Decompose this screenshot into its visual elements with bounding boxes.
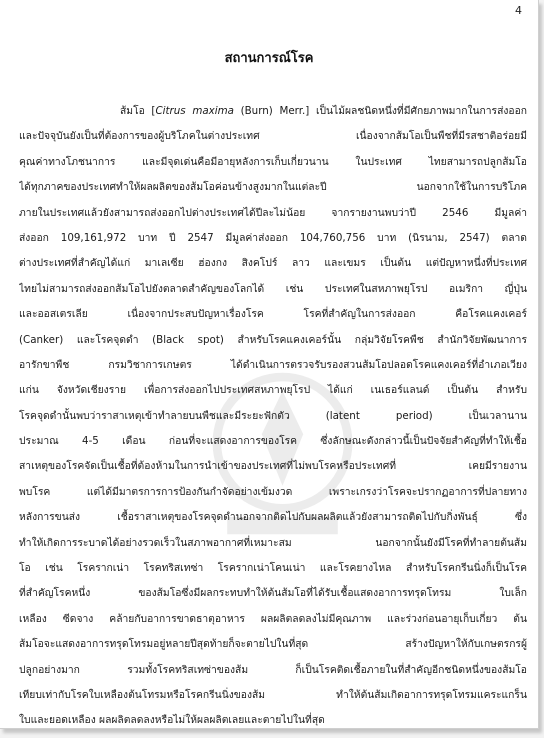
paragraph-body [19,99,527,729]
paragraph-line: ต่างประเทศที่สำคัญได้แก่ มาเลเซีย ฮ่องกง สิงคโปร์ ลาว และเขมร เป็นต้น แต่ปัญหาหนึ่งที่ประเทศ [19,257,527,270]
paragraph-line: อารักขาพืช กรมวิชาการเกษตร ได้ดำเนินการตรวจรับรองสวนส้มโอปลอดโรคแคงเคอร์ที่อำเภอเวียง [19,358,527,371]
paragraph-line: ภายในประเทศแล้วยังสามารถส่งออกไปต่างประเทศได้ปีละไม่น้อย จากรายงานพบว่าปี 2546 มีมูลค่า [19,206,527,219]
paragraph-line: ทำให้เกิดการระบาดได้อย่างรวดเร็วในสภาพอากาศที่เหมาะสม นอกจากนั้นยังมีโรคที่ทำลายต้นส้ม [19,536,527,549]
page-number: 4 [515,4,522,17]
paragraph-line: ปลูกอย่างมาก รวมทั้งโรคทริสเทซ่าของส้ม ก็เป็นโรคติดเชื้อภายในที่สำคัญอีกชนิดหนึ่งของส้มโอ [19,663,527,676]
paragraph-line: โรคจุดดำนั้นพบว่าราสาเหตุเข้าทำลายบนพืชและมีระยะฟักตัว (latent period) เป็นเวลานาน [19,409,527,422]
paragraph-line: โอ เช่น โรครากเน่า โรคทริสเทซ่า โรครากเน่าโคนเน่า และโรคยางไหล สำหรับโรคกรีนนิ่งก็เป็นโรค [19,562,527,575]
paragraph-line: เหลือง ซีดจาง คล้ายกับอาการขาดธาตุอาหาร ผลผลิตลดลงไม่มีคุณภาพ และร่วงก่อนอายุเก็บเกี่ยว ต้น [19,612,527,625]
paragraph-line: ส้มโอ [Citrus maxima (Burn) Merr.] เป็นไม้ผลชนิดหนึ่งที่มีศักยภาพมากในการส่งออก [120,105,527,117]
paragraph-line: ส่งออก 109,161,972 บาท ปี 2547 มีมูลค่าส่งออก 104,760,756 บาท (นิรนาม, 2547) ตลาด [19,231,527,244]
paragraph-line: คุณค่าทางโภชนาการ และมีจุดเด่นคือมีอายุหลังการเก็บเกี่ยวนาน ในประเทศ ไทยสามารถปลูกส้มโอ [19,155,527,168]
document-title: สถานการณ์โรค [224,51,314,66]
paragraph-line: ส้มโอจะแสดงอาการทรุดโทรมอยู่หลายปีสุดท้ายก็จะตายไปในที่สุด สร้างปัญหาให้กับเกษตรกรผู้ [19,638,527,651]
paragraph-line: ที่สำคัญโรคหนึ่ง ของส้มโอซึ่งมีผลกระทบทำให้ต้นส้มโอที่ได้รับเชื้อแสดงอาการทรุดโทรม ใบเล็ก [19,587,527,600]
paragraph-line: สาเหตุของโรคจัดเป็นเชื้อที่ต้องห้ามในการนำเข้าของประเทศที่ไม่พบโรคหรือประเทศที่ เคยมีรายงาน [19,460,527,473]
paragraph-line: พบโรค แต่ได้มีมาตรการการป้องกันกำจัดอย่างเข้มงวด เพราะเกรงว่าโรคจะปรากฏอาการที่ปลายทาง [19,485,527,498]
paragraph-lines [19,124,527,729]
paragraph-line: และปัจจุบันยังเป็นที่ต้องการของผู้บริโภคในต่างประเทศ เนื่องจากส้มโอเป็นพืชที่มีรสชาติอร่อยมี [19,130,527,143]
paragraph-line: ประมาณ 4-5 เดือน ก่อนที่จะแสดงอาการของโรค ซึ่งลักษณะดังกล่าวนี้เป็นปัจจัยสำคัญที่ทำให้เชื้อ [19,435,527,448]
paragraph-line: แก่น จังหวัดเชียงราย เพื่อการส่งออกไปประเทศสหภาพยุโรป ได้แก่ เนเธอร์แลนด์ เป็นต้น สำหรับ [19,384,527,397]
paragraph-line: และออสเตรเลีย เนื่องจากประสบปัญหาเรื่องโรค โรคที่สำคัญในการส่งออก คือโรคแคงเคอร์ [19,308,527,321]
paragraph-line: เทียบเท่ากับโรคใบเหลืองต้นโทรมหรือโรคกรีนนิ่งของส้ม ทำให้ต้นส้มเกิดอาการทรุดโทรมแคระแกร็น [19,688,527,701]
paragraph-line: ไทยไม่สามารถส่งออกส้มโอไปยังตลาดสำคัญของโลกได้ เช่น ประเทศในสหภาพยุโรป อเมริกา ญี่ปุ่น [19,282,527,295]
paragraph-line: (Canker) และโรคจุดดำ (Black spot) สำหรับโรคแคงเคอร์นั้น กลุ่มวิจัยโรคพืช สำนักวิจัยพัฒนาการ [19,333,527,346]
paragraph-line: หลังการขนส่ง เชื้อราสาเหตุของโรคจุดดำนอกจากติดไปกับผลผลิตแล้วยังสามารถติดไปกับกิ่งพันธุ์ ซึ่ง [19,511,527,524]
paragraph-line: ใบและยอดเหลือง ผลผลิตลดลงหรือไม่ให้ผลผลิตเลยและตายไปในที่สุด [19,714,325,727]
paragraph-line: ได้ทุกภาคของประเทศทำให้ผลผลิตของส้มโอค่อนข้างสูงมากในแต่ละปี นอกจากใช้ในการบริโภค [19,181,527,194]
scientific-name: Citrus maxima [155,105,234,117]
